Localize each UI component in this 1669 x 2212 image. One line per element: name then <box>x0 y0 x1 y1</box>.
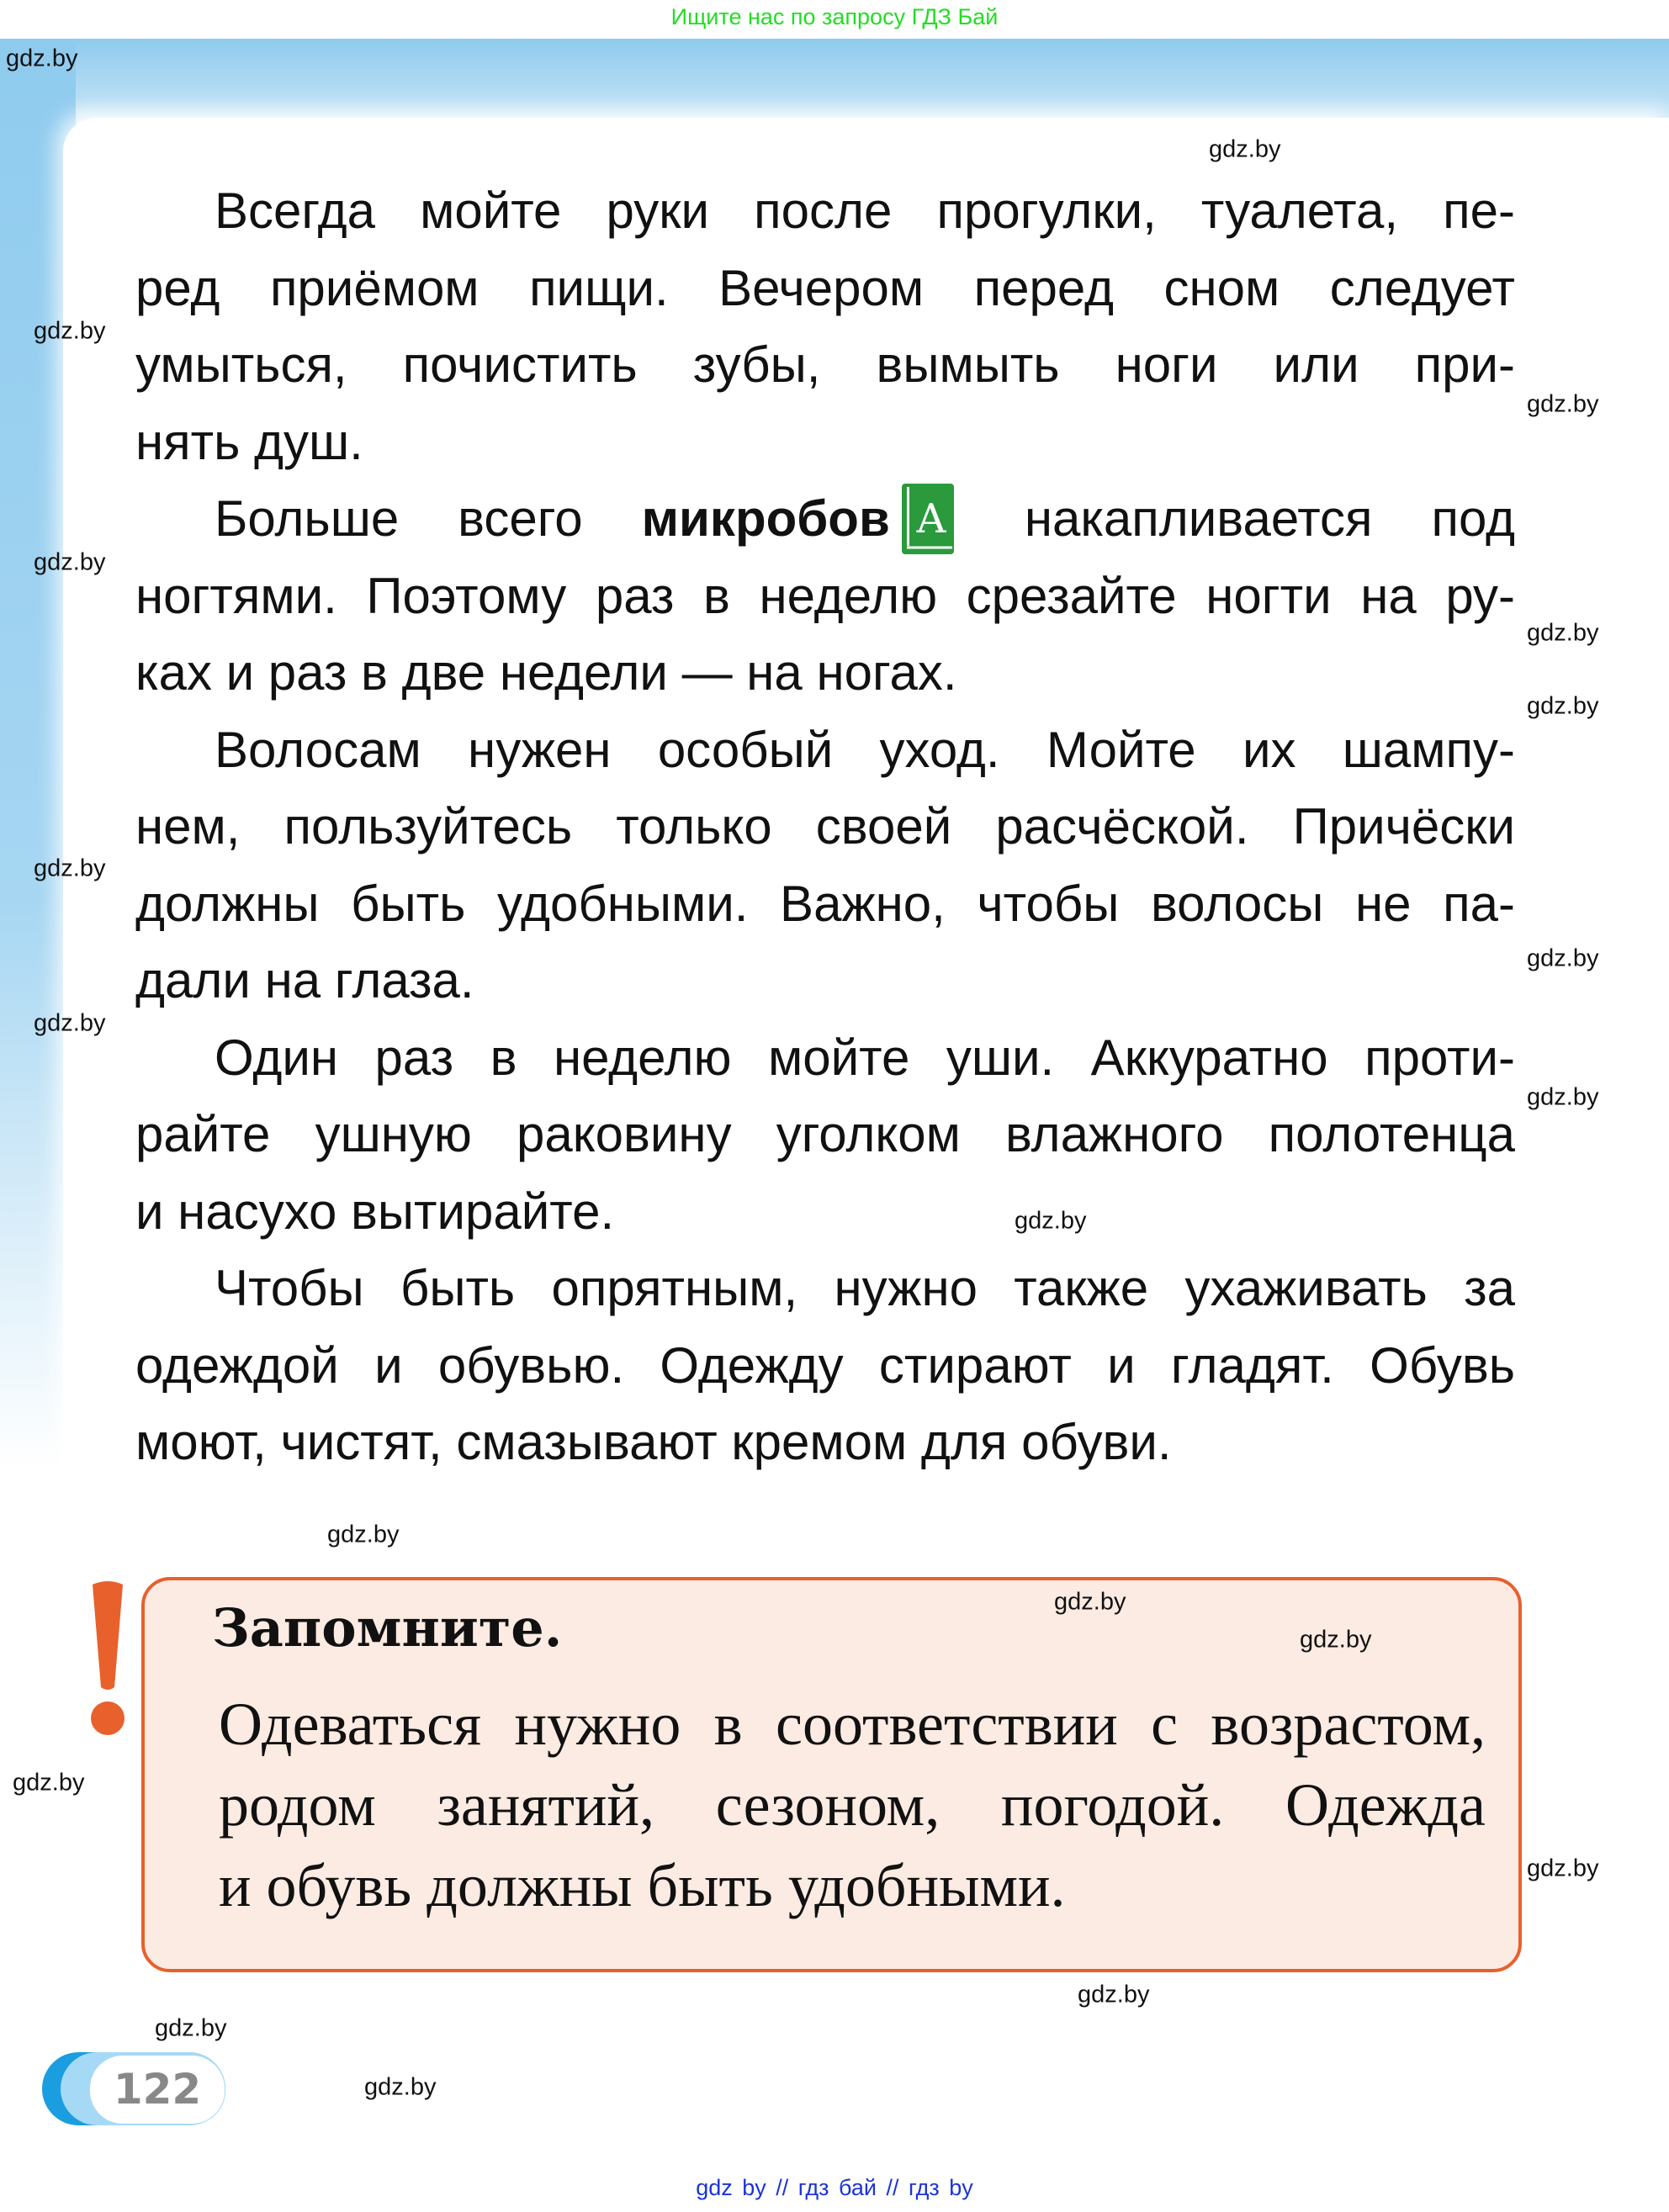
watermark: gdz.by <box>1527 692 1599 720</box>
text-line: моют, чистят, смазывают кремом для обуви. <box>135 1414 1172 1470</box>
top-banner-text: Ищите нас по запросу ГДЗ Бай <box>670 4 999 29</box>
text-line: Чтобы быть опрятным, нужно также ухаживать за <box>215 1260 1515 1316</box>
memo-line: родом занятий, сезоном, погодой. Одежда <box>219 1771 1486 1839</box>
glossary-term[interactable]: микробов <box>641 490 890 547</box>
watermark: gdz.by <box>34 1009 106 1037</box>
watermark: gdz.by <box>1078 1981 1150 2008</box>
page-number: 122 <box>89 2055 225 2125</box>
memo-line: и обувь должны быть удобными. <box>219 1852 1066 1919</box>
watermark: gdz.by <box>34 317 106 345</box>
top-banner <box>0 0 1669 39</box>
dictionary-icon-letter: A <box>916 495 946 543</box>
text-line: нем, пользуйтесь только своей расчёской. Причёски <box>135 798 1515 855</box>
text-segment: накапливается под <box>1024 490 1515 547</box>
remember-title: Запомните. <box>212 1597 563 1659</box>
watermark: gdz.by <box>1209 135 1281 163</box>
body-text <box>135 172 1515 1481</box>
watermark: gdz.by <box>1527 1083 1599 1111</box>
footer-links[interactable]: gdz by // гдз бай // гдз by <box>696 2175 973 2200</box>
text-line: одеждой и обувью. Одежду стирают и гладят. Обувь <box>135 1336 1515 1394</box>
remember-text <box>219 1684 1486 1926</box>
text-line: Волосам нужен особый уход. Мойте их шампу- <box>215 721 1515 778</box>
watermark: gdz.by <box>1300 1626 1372 1654</box>
text-segment: Больше всего <box>215 490 583 547</box>
dictionary-book-icon[interactable] <box>902 484 954 554</box>
text-line: ногтями. Поэтому раз в неделю срезайте ногти на ру- <box>135 567 1515 624</box>
text-line: должны быть удобными. Важно, чтобы волосы не па- <box>135 875 1515 932</box>
watermark: gdz.by <box>1015 1207 1087 1235</box>
text-line: ред приёмом пищи. Вечером перед сном следует <box>135 259 1515 316</box>
text-line: умыться, почистить зубы, вымыть ноги или при- <box>135 336 1515 393</box>
text-line: ках и раз в две недели — на ногах. <box>135 644 957 701</box>
watermark: gdz.by <box>13 1769 85 1797</box>
text-line: Всегда мойте руки после прогулки, туалета, пе- <box>215 183 1515 239</box>
memo-line: Одеваться нужно в соответствии с возрастом, <box>219 1691 1486 1758</box>
watermark: gdz.by <box>1527 1855 1599 1882</box>
page-number-badge <box>42 2052 225 2125</box>
text-line: райте ушную раковину уголком влажного полотенца <box>135 1106 1515 1162</box>
watermark: gdz.by <box>1527 945 1599 972</box>
exclamation-icon <box>84 1580 131 1739</box>
watermark: gdz.by <box>6 45 78 72</box>
watermark: gdz.by <box>155 2014 227 2042</box>
watermark: gdz.by <box>1527 390 1599 418</box>
text-line <box>135 480 1515 558</box>
watermark: gdz.by <box>34 855 106 882</box>
watermark: gdz.by <box>364 2073 437 2101</box>
text-line: нять душ. <box>135 413 363 470</box>
text-line: дали на глаза. <box>135 952 474 1008</box>
text-line: Один раз в неделю мойте уши. Аккуратно проти- <box>215 1029 1515 1086</box>
watermark: gdz.by <box>1527 619 1599 647</box>
watermark: gdz.by <box>1054 1588 1126 1616</box>
watermark: gdz.by <box>34 548 106 576</box>
watermark: gdz.by <box>327 1521 400 1548</box>
text-line: и насухо вытирайте. <box>135 1183 615 1240</box>
